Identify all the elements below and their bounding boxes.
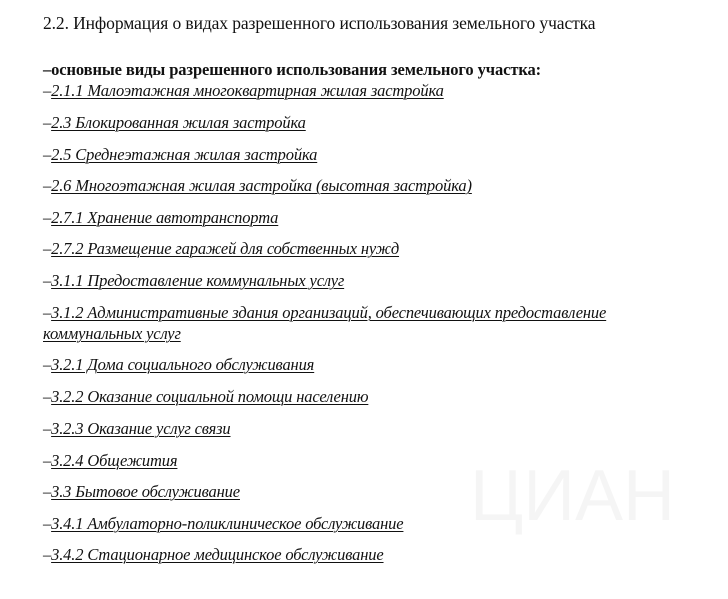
list-dash: –	[43, 145, 52, 164]
list-item	[43, 239, 399, 259]
list-item-text: 2.7.2 Размещение гаражей для собственных нужд	[51, 239, 400, 258]
list-item	[43, 81, 444, 101]
list-item-text: 3.2.2 Оказание социальной помощи населению	[51, 387, 369, 406]
section-subheading: –основные виды разрешенного использования земельного участка:	[43, 60, 542, 79]
list-dash: –	[43, 514, 52, 533]
list-item	[43, 355, 314, 375]
list-dash: –	[43, 451, 52, 470]
list-dash: –	[43, 81, 52, 100]
list-dash: –	[43, 355, 52, 374]
list-item	[43, 208, 278, 228]
list-item-text: 3.1.2 Административные здания организаций, обеспечивающих предоставление коммунальных услуг	[43, 303, 607, 343]
list-dash: –	[43, 303, 52, 322]
list-dash: –	[43, 208, 52, 227]
list-dash: –	[43, 545, 52, 564]
list-item	[43, 113, 306, 133]
list-item	[43, 145, 317, 165]
list-dash: –	[43, 482, 52, 501]
list-item-text: 3.2.1 Дома социального обслуживания	[51, 355, 315, 374]
list-item-text: 3.2.4 Общежития	[51, 451, 178, 470]
list-item-text: 2.5 Среднеэтажная жилая застройка	[51, 145, 318, 164]
list-dash: –	[43, 419, 52, 438]
list-item	[43, 419, 231, 439]
section-heading: 2.2. Информация о видах разрешенного использования земельного участка	[43, 13, 596, 33]
list-item	[43, 482, 240, 502]
list-item-text: 3.1.1 Предоставление коммунальных услуг	[51, 271, 345, 290]
list-item	[43, 451, 177, 471]
list-item	[43, 302, 693, 344]
list-item-text: 3.4.2 Стационарное медицинское обслуживание	[51, 545, 384, 564]
list-item-text: 2.6 Многоэтажная жилая застройка (высотная застройка)	[51, 176, 472, 195]
list-item	[43, 271, 344, 291]
list-item	[43, 514, 403, 534]
list-item-text: 3.4.1 Амбулаторно-поликлиническое обслуживание	[51, 514, 404, 533]
list-dash: –	[43, 176, 52, 195]
list-item-text: 2.3 Блокированная жилая застройка	[51, 113, 306, 132]
list-dash: –	[43, 113, 52, 132]
list-item-text: 2.7.1 Хранение автотранспорта	[51, 208, 279, 227]
list-item	[43, 176, 472, 196]
list-item	[43, 545, 384, 565]
list-item-text: 2.1.1 Малоэтажная многоквартирная жилая застройка	[51, 81, 444, 100]
watermark	[470, 455, 675, 537]
list-item	[43, 387, 368, 407]
list-dash: –	[43, 387, 52, 406]
list-dash: –	[43, 239, 52, 258]
list-dash: –	[43, 271, 52, 290]
list-item-text: 3.3 Бытовое обслуживание	[51, 482, 240, 501]
list-item-text: 3.2.3 Оказание услуг связи	[51, 419, 231, 438]
